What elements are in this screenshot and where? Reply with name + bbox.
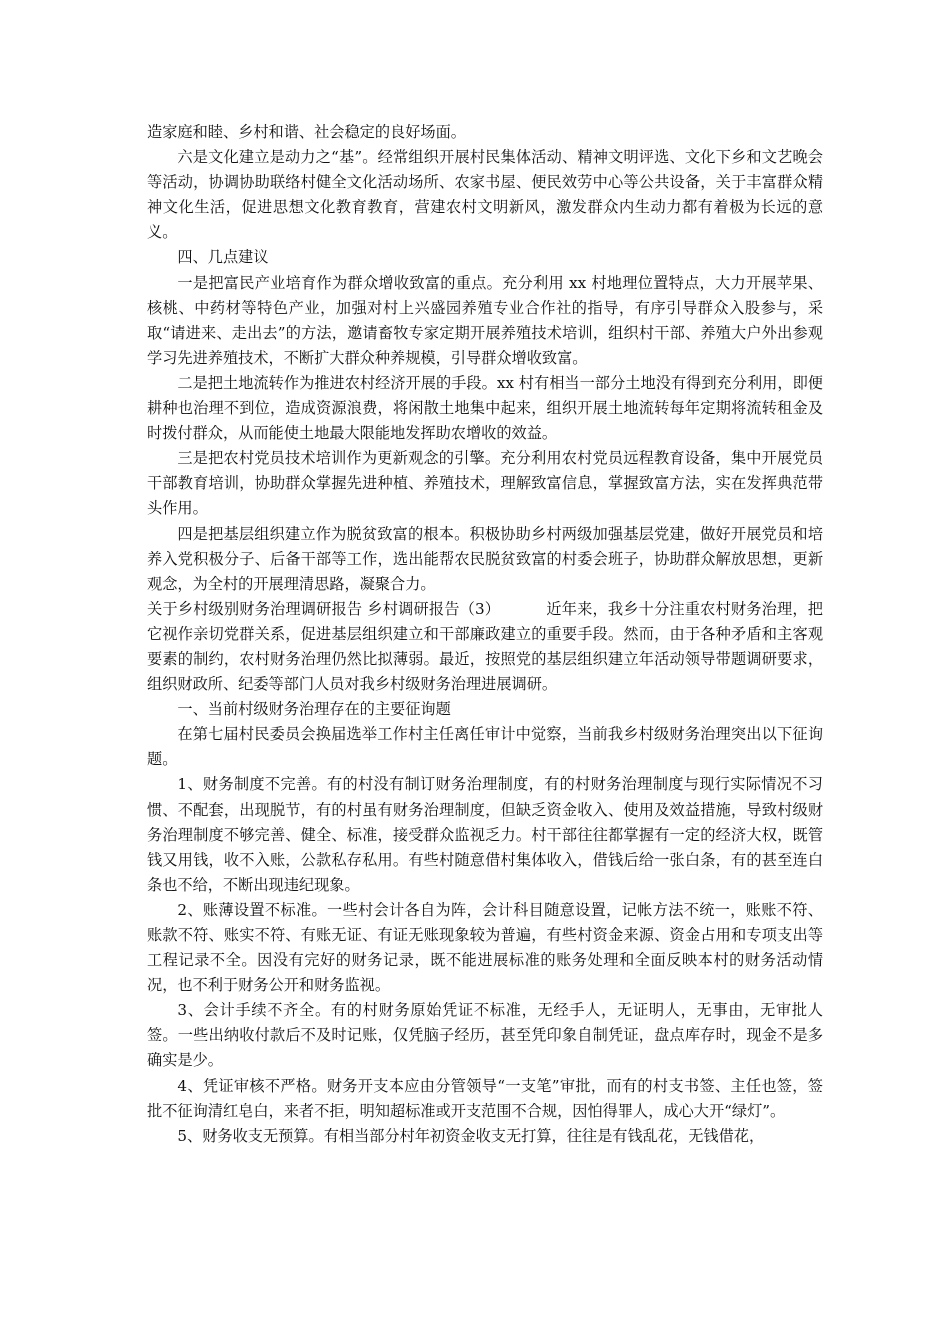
paragraph: 六是文化建立是动力之“基”。经常组织开展村民集体活动、精神文明评选、文化下乡和文艺晚会等活动，协调协助联络村健全文化活动场所、农家书屋、便民效劳中心等公共设备，关于丰富群众精神文化生活，促进思想文化教育教育，营建农村文明新风，激发群众内生动力都有着极为长远的意义。 bbox=[147, 148, 823, 242]
paragraph: 造家庭和睦、乡村和谐、社会稳定的良好场面。 bbox=[147, 123, 466, 141]
report-heading: 关于乡村级别财务治理调研报告 乡村调研报告（3） bbox=[147, 599, 501, 618]
paragraph: 5、财务收支无预算。有相当部分村年初资金收支无打算，往往是有钱乱花，无钱借花， bbox=[177, 1126, 765, 1145]
document-page bbox=[147, 120, 823, 1149]
paragraph: 4、凭证审核不严格。财务开支本应由分管领导“一支笔”审批，而有的村支书签、主任也签，签批不征询清红皂白，来者不拒，明知超标准或开支范围不合规，因怕得罪人，成心大开“绿灯”。 bbox=[147, 1076, 823, 1120]
report-intro: 近年来，我乡十分注重农村财务治理，把它视作亲切党群关系，促进基层组织建立和干部廉政建立的重要手段。然而，由于各种矛盾和主客观要素的制约，农村财务治理仍然比拟薄弱。最近，按照党的基层组织建立年活动领导带题调研要求，组织财政所、纪委等部门人员对我乡村级财务治理进展调研。 bbox=[147, 599, 823, 694]
paragraph: 2、账薄设置不标准。一些村会计各自为阵，会计科目随意设置，记帐方法不统一，账账不符、账款不符、账实不符、有账无证、有证无账现象较为普遍，有些村资金来源、资金占用和专项支出等工程记录不全。因没有完好的财务记录，既不能进展标准的账务处理和全面反映本村的财务活动情况，也不利于财务公开和财务监视。 bbox=[147, 900, 823, 995]
paragraph: 一是把富民产业培育作为群众增收致富的重点。充分利用 xx 村地理位置特点，大力开展苹果、核桃、中药材等特色产业，加强对村上兴盛园养殖专业合作社的指导，有序引导群众入股参与，采取“请进来、走出去”的方法，邀请畜牧专家定期开展养殖技术培训，组织村干部、养殖大户外出参观学习先进养殖技术，不断扩大群众种养规模，引导群众增收致富。 bbox=[147, 273, 823, 367]
paragraph: 在第七届村民委员会换届选举工作村主任离任审计中觉察，当前我乡村级财务治理突出以下征询题。 bbox=[147, 725, 823, 769]
paragraph: 三是把农村党员技术培训作为更新观念的引擎。充分利用农村党员远程教育设备，集中开展党员干部教育培训，协助群众掌握先进种植、养殖技术，理解致富信息，掌握致富方法，实在发挥典范带头作用。 bbox=[147, 449, 823, 518]
section-heading: 四、几点建议 bbox=[177, 248, 269, 267]
paragraph: 二是把土地流转作为推进农村经济开展的手段。xx 村有相当一部分土地没有得到充分利用，即便耕种也治理不到位，造成资源浪费，将闲散土地集中起来，组织开展土地流转每年定期将流转租金及时拨付群众，从而能使土地最大限能地发挥助农增收的效益。 bbox=[147, 373, 823, 443]
paragraph: 四是把基层组织建立作为脱贫致富的根本。积极协助乡村两级加强基层党建，做好开展党员和培养入党积极分子、后备干部等工作，选出能帮农民脱贫致富的村委会班子，协助群众解放思想，更新观念，为全村的开展理清思路，凝聚合力。 bbox=[147, 524, 823, 593]
section-heading: 一、当前村级财务治理存在的主要征询题 bbox=[177, 700, 451, 719]
report-block bbox=[147, 597, 823, 697]
paragraph: 1、财务制度不完善。有的村没有制订财务治理制度，有的村财务治理制度与现行实际情况不习惯、不配套，出现脱节，有的村虽有财务治理制度，但缺乏资金收入、使用及效益措施，导致村级财务治理制度不够完善、健全、标准，接受群众监视乏力。村干部往往都掌握有一定的经济大权，既管钱又用钱，收不入账，公款私存私用。有些村随意借村集体收入，借钱后给一张白条，有的甚至连白条也不给，不断出现违纪现象。 bbox=[147, 775, 823, 894]
paragraph: 3、会计手续不齐全。有的村财务原始凭证不标准，无经手人，无证明人，无事由，无审批人签。一些出纳收付款后不及时记账，仅凭脑子经历，甚至凭印象自制凭证，盘点库存时，现金不是多确实是少。 bbox=[147, 1001, 823, 1070]
